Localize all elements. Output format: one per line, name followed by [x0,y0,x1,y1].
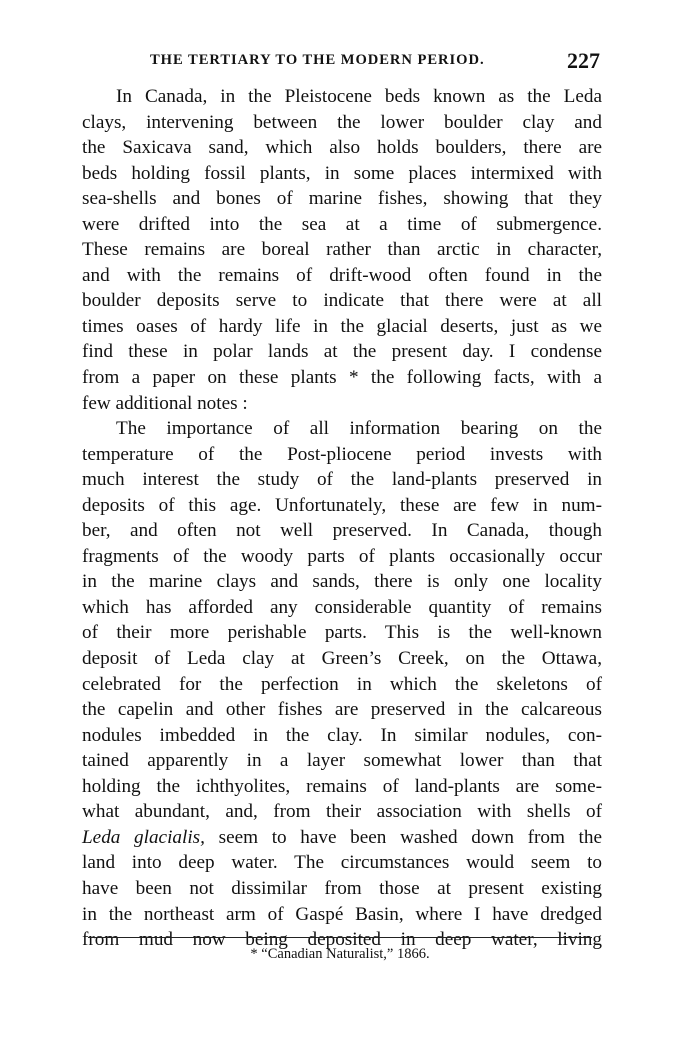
text-line: fragments of the woody parts of plants occasionally occur [82,545,602,567]
text-line: find these in polar lands at the present day. I condense [82,341,602,363]
text-line: in the marine clays and sands, there is only one locality [82,571,602,593]
text-line: deposit of Leda clay at Green’s Creek, on the Ottawa, [82,648,602,670]
text-line: temperature of the Post-pliocene period invests with [82,443,602,465]
text-line: were drifted into the sea at a time of submergence. [82,213,602,235]
text-line: The importance of all information bearing on the [116,418,602,440]
text-line: boulder deposits serve to indicate that there were at all [82,290,602,312]
text-line: what abundant, and, from their association with shells of [82,801,602,823]
species-name-italic: Leda glacialis, [82,826,205,848]
text-line: the Saxicava sand, which also holds boulders, there are [82,137,602,159]
text-line-rest: seem to have been washed down from the [204,826,602,848]
running-title: THE TERTIARY TO THE MODERN PERIOD. [150,52,485,68]
text-line: of their more perishable parts. This is the well-known [82,622,602,644]
text-line: beds holding fossil plants, in some places intermixed with [82,162,602,184]
running-head [150,48,600,74]
text-line: the capelin and other fishes are preserved in the calcareous [82,699,602,721]
text-line: much interest the study of the land-plants preserved in [82,469,602,491]
footnote-rule [88,937,592,938]
text-line: These remains are boreal rather than arctic in character, [82,239,602,261]
text-line: holding the ichthyolites, remains of land-plants are some- [82,775,602,797]
text-line [82,825,602,851]
text-line: few additional notes : [82,392,248,414]
text-line: times oases of hardy life in the glacial deserts, just as we [82,315,602,337]
text-line: have been not dissimilar from those at present existing [82,877,602,899]
text-line: sea-shells and bones of marine fishes, showing that they [82,188,602,210]
text-line: tained apparently in a layer somewhat lower than that [82,750,602,772]
text-line: and with the remains of drift-wood often found in the [82,264,602,286]
text-line: In Canada, in the Pleistocene beds known as the Leda [116,86,602,107]
text-line: land into deep water. The circumstances would seem to [82,852,602,874]
text-line: in the northeast arm of Gaspé Basin, where I have dredged [82,903,602,925]
text-line: from a paper on these plants * the following facts, with a [82,367,602,389]
text-line: deposits of this age. Unfortunately, these are few in num- [82,494,602,516]
body-text [82,84,602,953]
text-line: celebrated for the perfection in which the skeletons of [82,673,602,695]
text-line: clays, intervening between the lower boulder clay and [82,111,602,133]
text-line: nodules imbedded in the clay. In similar nodules, con- [82,724,602,746]
text-line: which has afforded any considerable quantity of remains [82,596,602,618]
text-line: from mud now being deposited in deep water, living [82,929,602,951]
page-number: 227 [567,48,600,73]
footnote: * “Canadian Naturalist,” 1866. [250,946,430,962]
text-line: ber, and often not well preserved. In Canada, though [82,520,602,542]
